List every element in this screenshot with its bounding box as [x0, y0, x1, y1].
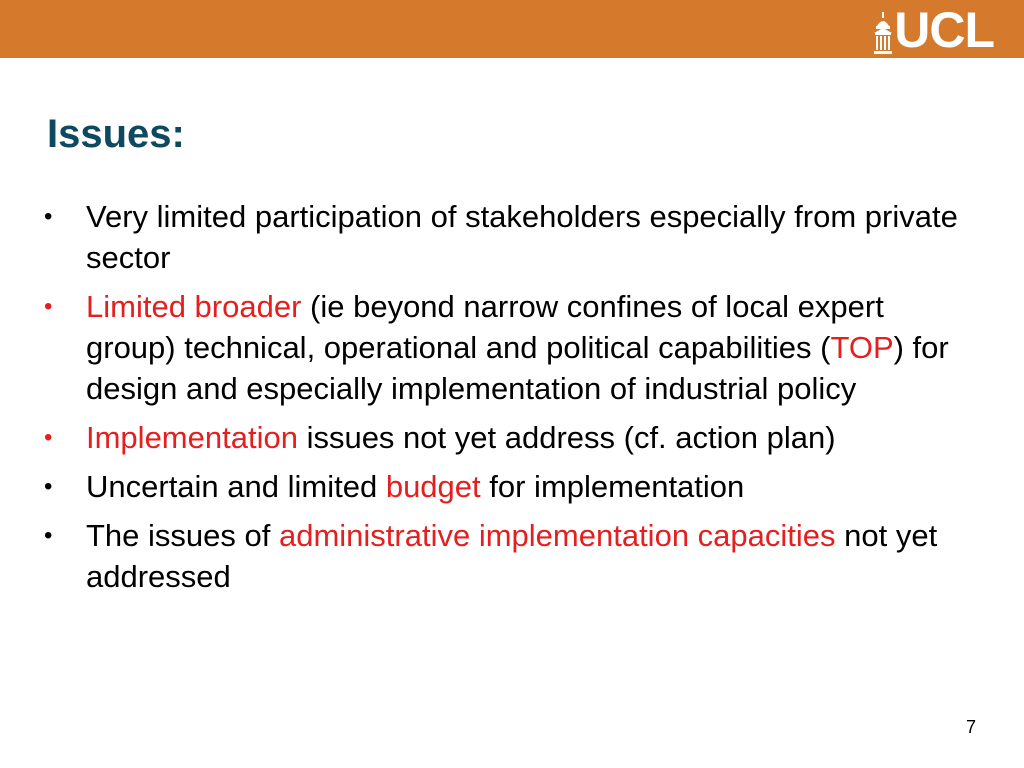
bullet-text: Uncertain and limited: [86, 469, 386, 504]
bullet-marker: •: [44, 424, 53, 451]
bullet-item: [40, 417, 980, 458]
bullet-item: [40, 515, 980, 597]
bullet-text: issues not yet address (cf. action plan): [297, 420, 836, 455]
bullet-text: for implementation: [480, 469, 745, 504]
highlighted-text: administrative implementation capacities: [278, 518, 836, 553]
bullet-list: [40, 196, 980, 605]
ucl-logo: [874, 4, 994, 56]
logo-text: UCL: [894, 2, 994, 58]
header-bar: [0, 0, 1024, 58]
highlighted-text: Limited broader: [86, 289, 302, 324]
bullet-marker: •: [44, 473, 53, 500]
bullet-marker: •: [44, 522, 53, 549]
bullet-marker: •: [44, 203, 53, 230]
bullet-item: [40, 286, 980, 409]
bullet-text: ) for design and especially implementation of industrial policy: [86, 330, 949, 406]
page-number: 7: [965, 717, 976, 737]
highlighted-text: budget: [385, 469, 481, 504]
bullet-text: The issues of: [86, 518, 279, 553]
highlighted-text: Implementation: [86, 420, 298, 455]
slide-title: Issues:: [47, 112, 185, 156]
bullet-text: not yet addressed: [86, 518, 938, 594]
bullet-item: [40, 466, 980, 507]
bullet-marker: •: [44, 293, 53, 320]
bullet-item: [40, 196, 980, 278]
portico-icon: [874, 12, 892, 56]
highlighted-text: TOP: [830, 330, 894, 365]
bullet-text: (ie beyond narrow confines of local expert group) technical, operational and political capabilities (: [86, 289, 884, 365]
bullet-text: Very limited participation of stakeholders especially from private sector: [86, 199, 958, 275]
